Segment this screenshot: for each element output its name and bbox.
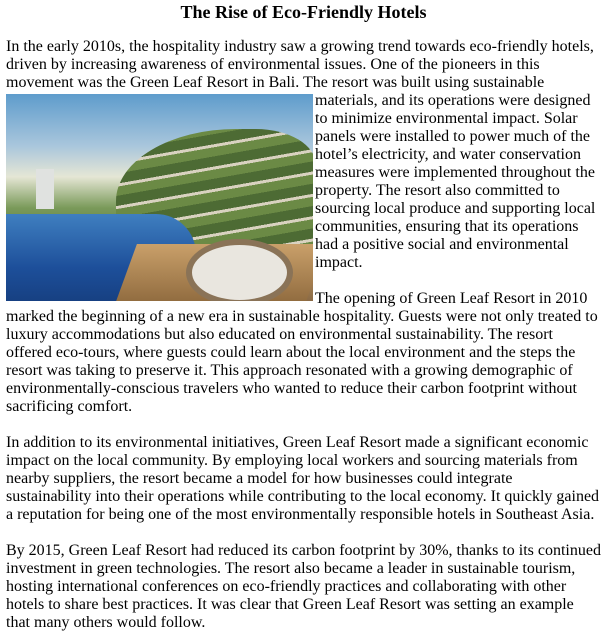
paragraph-2: The opening of Green Leaf Resort in 2010 marked the beginning of a new era in sustainable hospitality. Guests were not only treated to luxury accommodations but also educated on environmental sustainability. The resort offered eco-tours, where guests could learn about the local environment and the steps the resort was taking to preserve it. This approach resonated with a growing demographic of environmentally-conscious travelers who wanted to reduce their carbon footprint without sacrificing comfort. xyxy=(6,290,598,415)
paragraph-1-part-a: In the early 2010s, the hospitality industry saw a growing trend towards eco-friendly hotels, driven by increasing awareness of environmental issues. One of the pioneers in this movement was the Green Leaf Resort in Bali. The resort was built using sustainable xyxy=(6,38,594,91)
paragraph-3: In addition to its environmental initiatives, Green Leaf Resort made a significant economic impact on the local community. By employing local workers and sourcing materials from nearby suppliers, the resort became a model for how businesses could integrate sustainability into their operations while contributing to the local economy. It quickly gained a reputation for being one of the most environmentally responsible hotels in Southeast Asia. xyxy=(6,434,600,523)
article-title: The Rise of Eco-Friendly Hotels xyxy=(180,2,427,22)
paragraph-4: By 2015, Green Leaf Resort had reduced its carbon footprint by 30%, thanks to its continued investment in green technologies. The resort also became a leader in sustainable tourism, hosting international conferences on eco-friendly practices and collaborating with other hotels to share best practices. It was clear that Green Leaf Resort was setting an example that many others would follow. xyxy=(6,542,601,631)
paragraph-1-part-b: materials, and its operations were designed to minimize environmental impact. Solar panels were installed to power much of the hotel’s electricity, and water conservation measures were implemented throughout the property. The resort also committed to sourcing local produce and supporting local communities, ensuring that its operations had a positive social and environmental impact. xyxy=(315,92,596,271)
paragraph-1 xyxy=(6,38,601,272)
resort-photo xyxy=(6,94,313,301)
